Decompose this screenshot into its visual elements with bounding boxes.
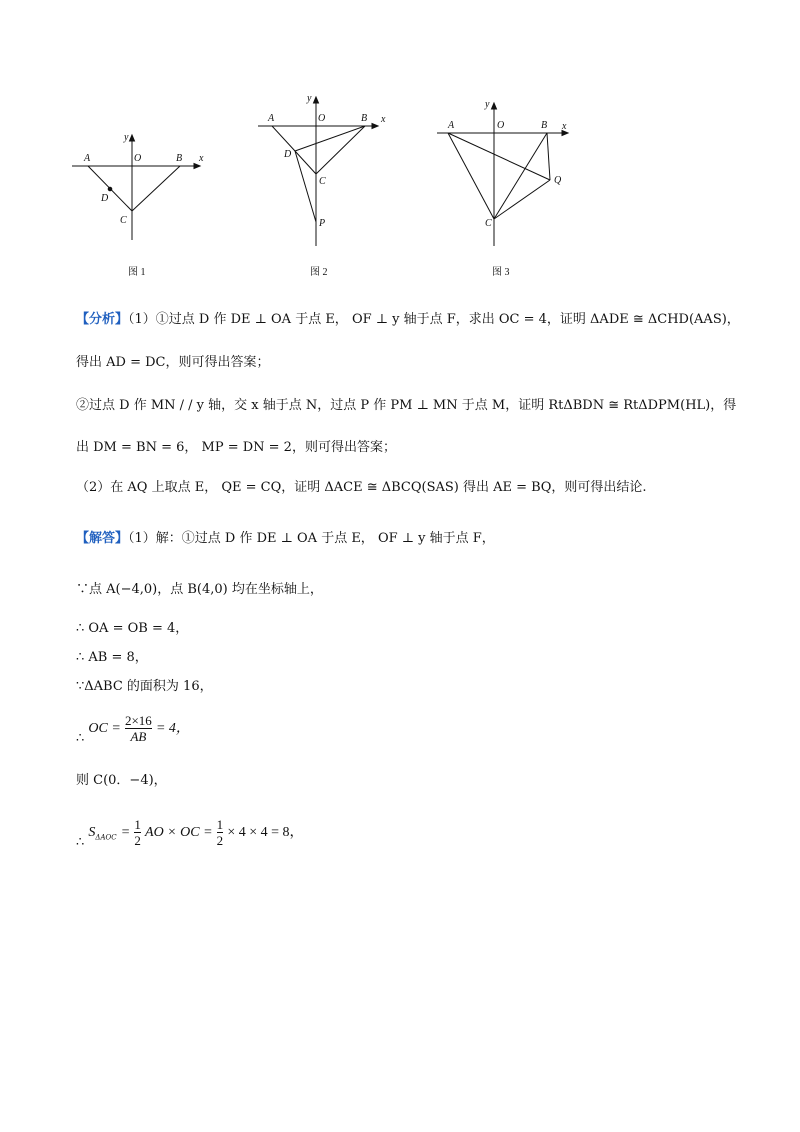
area-subscript: ΔAOC	[95, 833, 117, 842]
fig2-label-p: P	[319, 218, 326, 229]
fig3-segment-bc	[494, 133, 547, 219]
fig3-label-a: A	[448, 120, 455, 131]
fig1-label-c: C	[120, 215, 127, 226]
fig1-segment-bc	[132, 166, 180, 211]
solution-line-5	[76, 678, 213, 696]
solution-line-8	[76, 816, 304, 860]
area-eq-1: =	[120, 825, 131, 840]
half-numerator-2: 1	[216, 817, 224, 832]
analysis-line-2	[76, 354, 269, 372]
fig3-label-x: x	[562, 121, 567, 132]
figure-1	[72, 135, 200, 240]
fig2-segment-db	[295, 126, 365, 151]
therefore-symbol-2: ∴	[76, 835, 85, 850]
area-middle: AO × OC =	[145, 825, 213, 840]
solution-text-7: 则 C(0．−4)，	[76, 773, 167, 788]
solution-text-1: （1）解：①过点 D 作 DE ⊥ OA 于点 E， OF ⊥ y 轴于点 F，	[128, 531, 495, 546]
fig1-label-b: B	[176, 153, 183, 164]
solution-text-5: ∵ΔABC 的面积为 16，	[76, 679, 213, 694]
fig1-label-o: O	[134, 153, 142, 164]
fig1-label-a: A	[84, 153, 91, 164]
fig2-label-x: x	[381, 114, 386, 125]
fig3-segment-cq	[494, 180, 550, 219]
half-denominator-1: 2	[134, 833, 141, 848]
fig2-label-b: B	[361, 113, 368, 124]
fig3-label-c: C	[485, 218, 492, 229]
analysis-text-1: （1）①过点 D 作 DE ⊥ OA 于点 E， OF ⊥ y 轴于点 F，求出 OC = 4，证明 ΔADE ≅ ΔCHD(AAS)，	[128, 312, 740, 327]
fig1-label-d: D	[101, 193, 109, 204]
fig1-y-arrow	[130, 135, 135, 141]
half-denominator-2: 2	[216, 833, 224, 848]
analysis-line-1	[76, 311, 740, 329]
fig3-label-y: y	[485, 99, 490, 110]
solution-text-2: ∵点 A(−4,0)，点 B(4,0) 均在坐标轴上，	[76, 582, 323, 597]
solution-line-1	[76, 530, 495, 548]
therefore-symbol: ∴	[76, 731, 85, 746]
fig2-y-arrow	[314, 97, 319, 103]
solution-tag: 【解答】	[76, 531, 129, 546]
oc-rhs: = 4，	[155, 721, 190, 736]
fraction-denominator: AB	[125, 728, 152, 744]
fig2-x-arrow	[372, 124, 378, 129]
solution-line-2	[76, 581, 323, 599]
solution-text-3: ∴ OA = OB = 4，	[76, 621, 189, 636]
solution-line-3	[76, 620, 188, 638]
analysis-line-3	[76, 397, 736, 415]
analysis-line-5	[76, 479, 647, 497]
fig3-caption: 图 3	[492, 267, 510, 278]
fig2-segment-ad	[272, 126, 295, 151]
fig1-caption: 图 1	[128, 267, 146, 278]
solution-text-4: ∴ AB = 8，	[76, 650, 148, 665]
fig3-label-q: Q	[554, 175, 562, 186]
solution-line-4	[76, 649, 148, 667]
fig3-segment-ac	[448, 133, 494, 219]
oc-lhs: OC =	[88, 721, 121, 736]
fig3-segment-aq	[448, 133, 550, 180]
fig1-label-x: x	[199, 153, 204, 164]
fig2-caption: 图 2	[310, 267, 328, 278]
half-numerator-1: 1	[134, 817, 141, 832]
fig2-label-o: O	[318, 113, 326, 124]
analysis-line-4	[76, 439, 396, 457]
fraction-half-1	[134, 817, 141, 848]
fig3-y-arrow	[492, 103, 497, 109]
fig2-label-a: A	[268, 113, 275, 124]
fig2-segment-bc	[316, 126, 365, 174]
fig2-segment-dp	[295, 151, 316, 222]
fig3-segment-bq	[547, 133, 550, 180]
area-symbol: S	[88, 825, 96, 840]
fig1-x-arrow	[194, 164, 200, 169]
fraction-2x16-over-ab	[125, 713, 152, 744]
fig3-label-o: O	[497, 120, 505, 131]
solution-line-6	[76, 712, 190, 756]
geometry-figures	[0, 0, 800, 300]
analysis-text-5: （2）在 AQ 上取点 E， QE = CQ，证明 ΔACE ≅ ΔBCQ(SAS) 得出 AE = BQ，则可得出结论.	[76, 480, 647, 495]
analysis-text-4: 出 DM = BN = 6， MP = DN = 2，则可得出答案；	[76, 440, 396, 455]
solution-line-7	[76, 772, 167, 790]
analysis-text-3: ②过点 D 作 MN / / y 轴，交 x 轴于点 N，过点 P 作 PM ⊥ MN 于点 M，证明 RtΔBDN ≅ RtΔDPM(HL)，得	[76, 398, 737, 413]
analysis-text-2: 得出 AD = DC，则可得出答案；	[76, 355, 270, 370]
fraction-numerator: 2×16	[124, 713, 152, 728]
fig1-label-y: y	[124, 132, 129, 143]
fraction-half-2	[217, 817, 224, 848]
fig2-label-d: D	[284, 149, 292, 160]
fig1-point-d	[108, 187, 112, 191]
fig3-label-b: B	[541, 120, 548, 131]
fig2-label-y: y	[307, 93, 312, 104]
fig2-label-c: C	[319, 176, 326, 187]
area-end: × 4 × 4 = 8，	[227, 825, 304, 840]
analysis-tag: 【分析】	[76, 312, 129, 327]
